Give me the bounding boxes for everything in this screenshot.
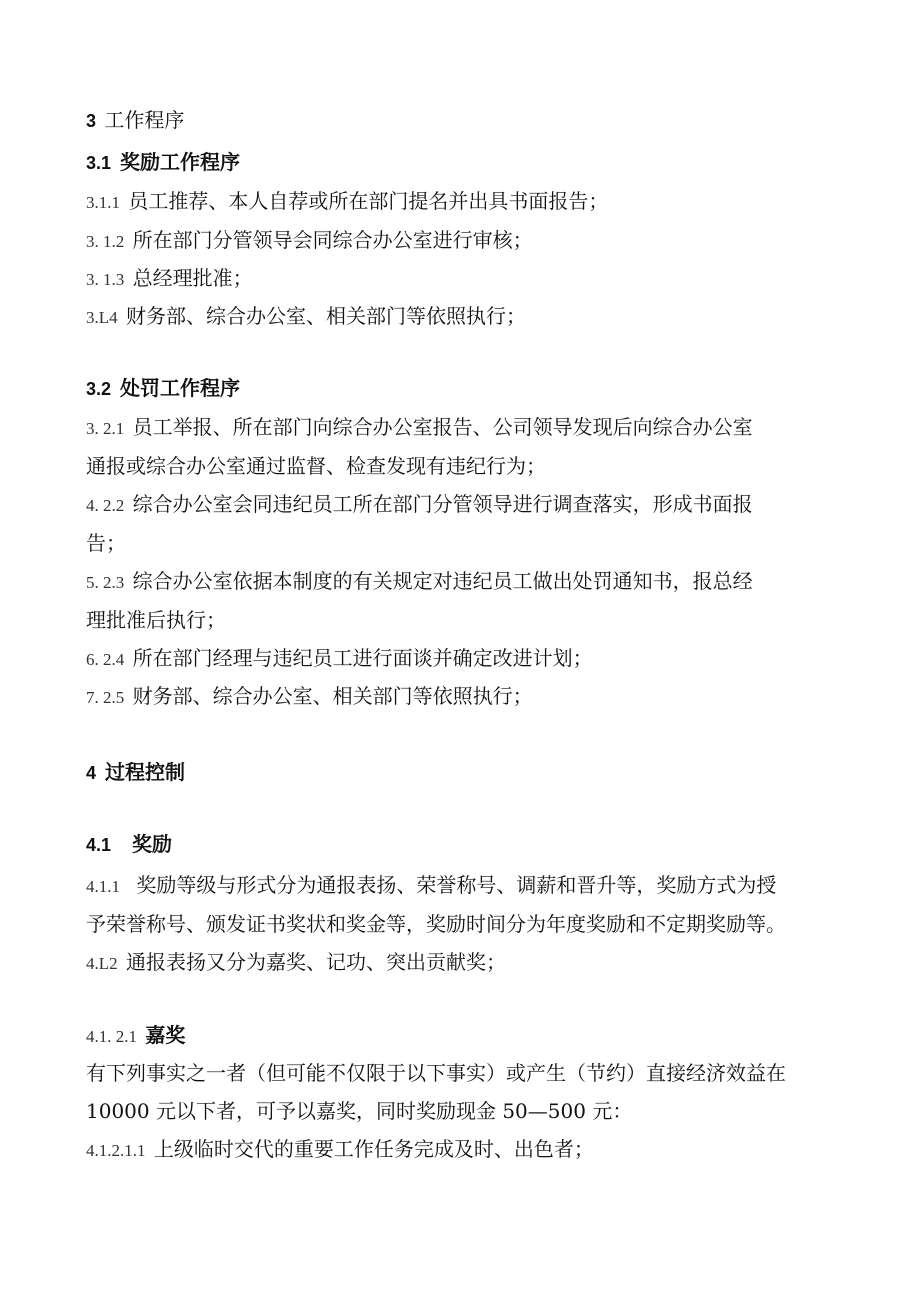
section-number: 3.2 <box>86 379 112 399</box>
item-number: 3. 1.3 <box>86 270 125 289</box>
item-text: 理批准后执行； <box>86 608 226 632</box>
section-title: 奖励 <box>132 832 172 856</box>
item-text: 综合办公室会同违纪员工所在部门分管领导进行调查落实，形成书面报 <box>132 492 753 516</box>
section-number: 3.1 <box>86 153 112 173</box>
list-item <box>86 1136 594 1164</box>
list-item <box>86 414 753 442</box>
item-text: 员工举报、所在部门向综合办公室报告、公司领导发现后向综合办公室 <box>132 415 753 439</box>
section-title: 奖励工作程序 <box>120 150 240 174</box>
item-number: 4.1.2.1.1 <box>86 1141 146 1160</box>
section-title: 嘉奖 <box>145 1023 186 1047</box>
list-item <box>86 949 506 977</box>
paragraph-text: 有下列事实之一者（但可能不仅限于以下事实）或产生（节约）直接经济效益在 <box>86 1061 786 1085</box>
item-number: 3. 1.2 <box>86 232 125 251</box>
section-3-1-heading <box>86 149 240 176</box>
item-text: 予荣誉称号、颁发证书奖状和奖金等，奖励时间分为年度奖励和不定期奖励等。 <box>86 912 786 936</box>
item-number: 3.L4 <box>86 308 118 327</box>
section-3-heading <box>86 107 184 134</box>
section-4-1-heading <box>86 831 172 858</box>
section-number: 4.1 <box>86 835 112 855</box>
subsection-heading <box>86 1022 185 1050</box>
paragraph-line <box>86 1060 786 1086</box>
item-number: 5. 2.3 <box>86 573 125 592</box>
item-text: 总经理批准； <box>132 266 253 290</box>
list-item <box>86 568 753 596</box>
section-number: 4.1. 2.1 <box>86 1027 137 1046</box>
list-item <box>86 491 753 519</box>
item-text: 通报表扬又分为嘉奖、记功、突出贡献奖； <box>126 950 506 974</box>
section-4-heading <box>86 759 185 786</box>
item-text: 财务部、综合办公室、相关部门等依照执行； <box>132 684 533 708</box>
paragraph-text: 10000 元以下者，可予以嘉奖，同时奖励现金 50—500 元： <box>86 1099 633 1123</box>
list-item-continuation <box>86 453 546 479</box>
list-item <box>86 683 533 711</box>
item-text: 综合办公室依据本制度的有关规定对违纪员工做出处罚通知书，报总经 <box>132 569 753 593</box>
list-item <box>86 188 608 216</box>
list-item-continuation <box>86 530 126 556</box>
item-text: 员工推荐、本人自荐或所在部门提名并出具书面报告； <box>128 189 609 213</box>
list-item <box>86 265 253 293</box>
item-text: 所在部门分管领导会同综合办公室进行审核； <box>132 228 533 252</box>
section-title: 处罚工作程序 <box>120 376 240 400</box>
section-3-2-heading <box>86 375 240 402</box>
item-number: 3. 2.1 <box>86 419 125 438</box>
item-number: 4.L2 <box>86 954 118 973</box>
section-number: 3 <box>86 111 97 131</box>
item-text: 告； <box>86 531 126 555</box>
item-number: 6. 2.4 <box>86 650 125 669</box>
item-number: 4.1.1 <box>86 877 120 896</box>
paragraph-line <box>86 1098 632 1124</box>
item-text: 通报或综合办公室通过监督、检查发现有违纪行为； <box>86 454 546 478</box>
item-text: 财务部、综合办公室、相关部门等依照执行； <box>126 304 526 328</box>
section-number: 4 <box>86 763 97 783</box>
item-number: 4. 2.2 <box>86 496 125 515</box>
list-item <box>86 303 526 331</box>
item-text: 上级临时交代的重要工作任务完成及时、出色者； <box>153 1137 594 1161</box>
list-item <box>86 645 593 673</box>
item-text: 所在部门经理与违纪员工进行面谈并确定改进计划； <box>132 646 593 670</box>
item-text: 奖励等级与形式分为通报表扬、荣誉称号、调薪和晋升等，奖励方式为授 <box>136 873 777 897</box>
list-item-continuation <box>86 911 786 937</box>
section-title: 工作程序 <box>104 108 185 132</box>
list-item <box>86 872 776 900</box>
list-item-continuation <box>86 607 226 633</box>
list-item <box>86 227 533 255</box>
section-title: 过程控制 <box>104 760 185 784</box>
item-number: 7. 2.5 <box>86 688 125 707</box>
item-number: 3.1.1 <box>86 193 120 212</box>
